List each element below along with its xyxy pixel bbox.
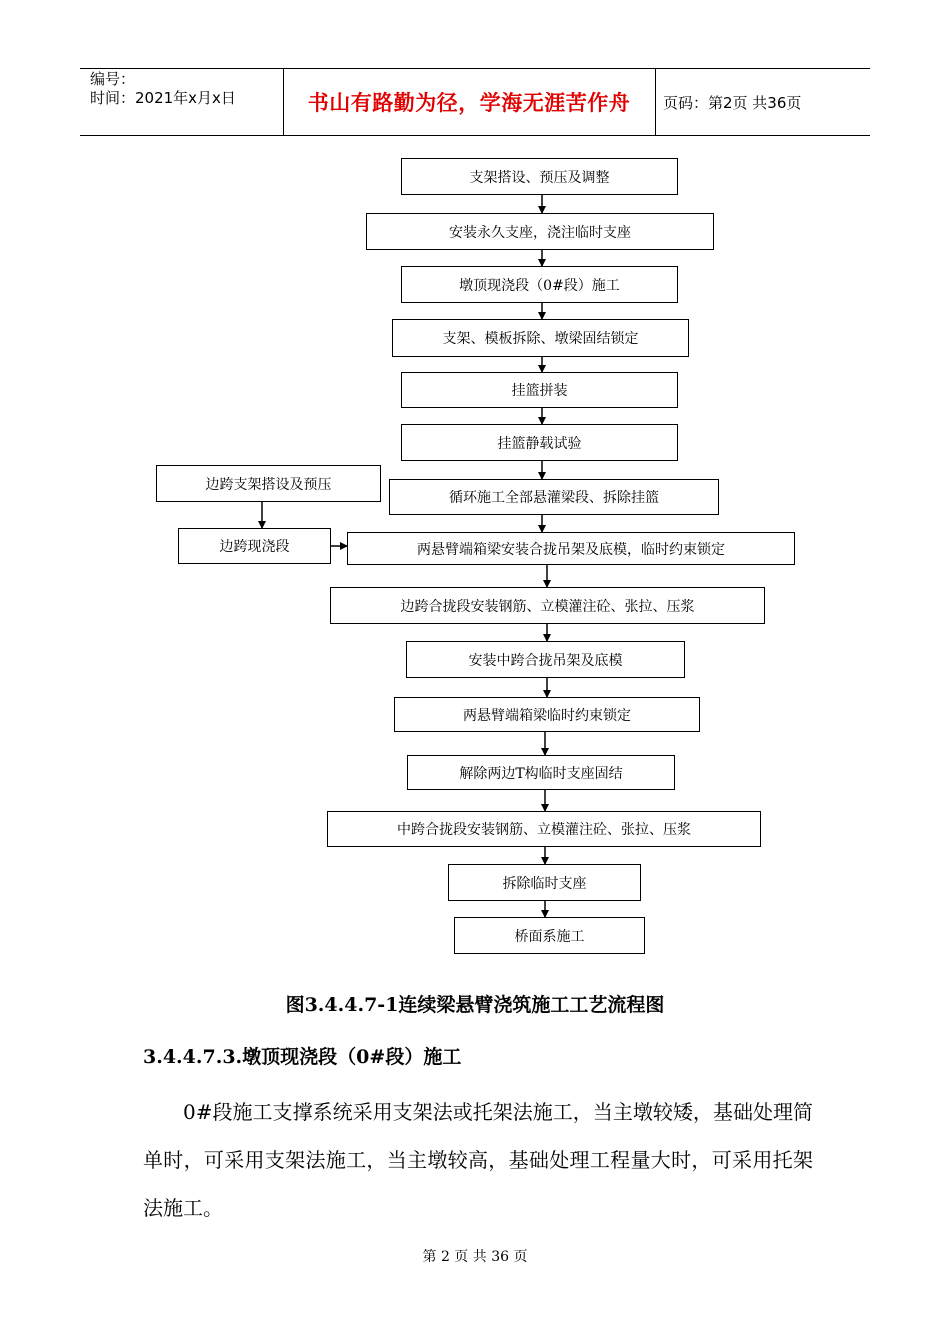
step-4: 支架、模板拆除、墩梁固结锁定 <box>392 319 689 357</box>
header-number: 编号： <box>90 70 136 88</box>
step-3: 墩顶现浇段（0#段）施工 <box>401 266 678 303</box>
side-step-1: 边跨支架搭设及预压 <box>156 465 381 502</box>
header-motto: 书山有路勤为径，学海无涯苦作舟 <box>307 91 631 115</box>
step-14: 拆除临时支座 <box>448 864 641 901</box>
figure-caption: 图3.4.4.7-1连续梁悬臂浇筑施工工艺流程图 <box>285 994 665 1016</box>
step-10: 安装中跨合拢吊架及底模 <box>406 641 685 678</box>
step-5: 挂篮拼装 <box>401 372 678 408</box>
step-12: 解除两边T构临时支座固结 <box>407 755 675 790</box>
page-footer: 第 2 页 共 36 页 <box>422 1249 528 1265</box>
step-2: 安装永久支座，浇注临时支座 <box>366 213 714 250</box>
step-9: 边跨合拢段安装钢筋、立模灌注砼、张拉、压浆 <box>330 587 765 624</box>
step-15: 桥面系施工 <box>454 917 645 954</box>
step-13: 中跨合拢段安装钢筋、立模灌注砼、张拉、压浆 <box>327 811 761 847</box>
step-7: 循环施工全部悬灌梁段、拆除挂篮 <box>389 479 719 515</box>
header-page-info: 页码：第2页 共36页 <box>663 93 802 112</box>
step-1: 支架搭设、预压及调整 <box>401 158 678 195</box>
step-8: 两悬臂端箱梁安装合拢吊架及底模，临时约束锁定 <box>347 532 795 565</box>
step-11: 两悬臂端箱梁临时约束锁定 <box>394 697 700 732</box>
side-step-2: 边跨现浇段 <box>178 528 331 564</box>
header-time: 时间：2021年x月x日 <box>90 89 236 107</box>
step-6: 挂篮静载试验 <box>401 424 678 461</box>
section-heading: 3.4.4.7.3.墩顶现浇段（0#段）施工 <box>143 1046 462 1068</box>
body-paragraph: 0#段施工支撑系统采用支架法或托架法施工，当主墩较矮，基础处理简单时，可采用支架法施工，当主墩较高，基础处理工程量大时，可采用托架法施工。 <box>143 1100 813 1220</box>
